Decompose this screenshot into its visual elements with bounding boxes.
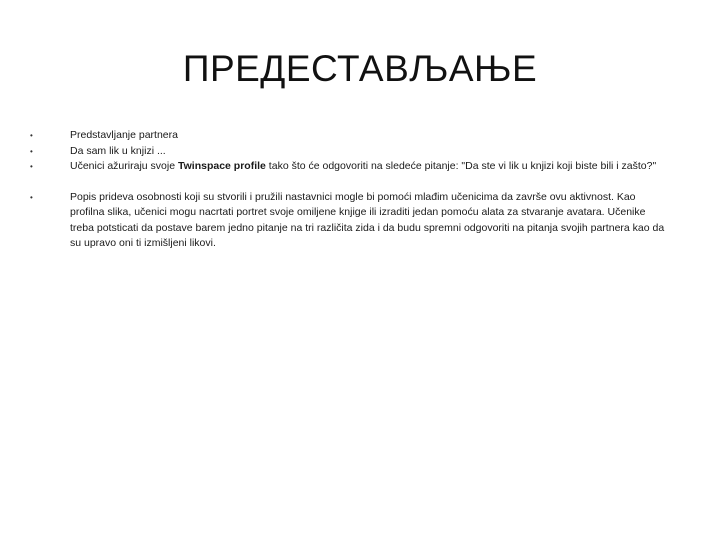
bullet-icon: • [30,146,33,156]
bullet-item-partner-intro [30,128,670,144]
bullet-icon: • [30,131,33,140]
bullet-text: Popis prideva osobnosti koji su stvorili i pružili nastavnici mogle bi pomoći mlađim učenicima da završe ovu aktivnost. Kao profilna slika, učenici mogu nacrtati portret svoje omiljene knjige ili izraditi jedan pomoću alata za stvaranje avatara. Učenike treba potsticati da postave barem jedno pitanje na tri različita zida i da budu spremni odgovoriti na pitanja svojih partnera kao da su upravo oni ti izmišljeni likovi. [70,190,665,249]
bullet-spacer [30,175,670,190]
bullet-text-before: Učenici ažuriraju svoje [70,160,178,172]
bullet-text-bold: Twinspace profile [177,160,266,172]
slide-content [30,128,670,252]
bullet-text-after: tako što će odgovoriti na sledeće pitanje: "Da ste vi lik u knjizi koji biste bili i zašto?" [265,160,657,172]
bullet-list [30,128,670,252]
bullet-item-character [30,144,670,160]
bullet-icon: • [30,192,33,202]
bullet-item-adjective-list [30,190,670,252]
bullet-text: Predstavljanje partnera [70,129,178,141]
bullet-text: Da sam lik u knjizi ... [70,144,166,157]
slide-title: ПРЕДЕСТАВЉАЊЕ [182,48,538,89]
bullet-item-profile-update [30,159,670,175]
bullet-icon: • [30,162,33,171]
